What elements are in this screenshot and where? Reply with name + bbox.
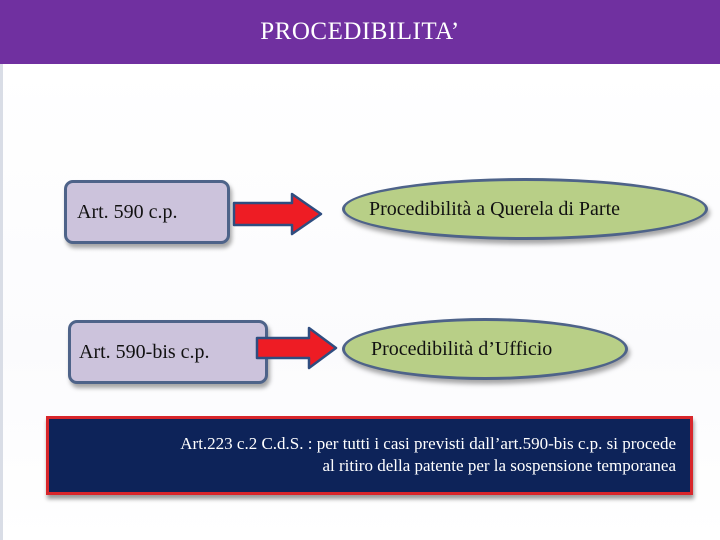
article-box-590-bis: Art. 590-bis c.p. bbox=[68, 320, 268, 384]
header-bar bbox=[0, 0, 720, 64]
note-line-1: Art.223 c.2 C.d.S. : per tutti i casi previsti dall’art.590-bis c.p. si procede bbox=[180, 434, 676, 453]
note-box bbox=[46, 416, 693, 495]
slide-title: PROCEDIBILITA’ bbox=[260, 18, 460, 45]
article-box-590: Art. 590 c.p. bbox=[64, 180, 230, 244]
right-arrow-icon bbox=[232, 192, 324, 236]
outcome-ellipse-ufficio: Procedibilità d’Ufficio bbox=[342, 318, 628, 380]
outcome-ellipse-querela: Procedibilità a Querela di Parte bbox=[342, 178, 708, 240]
note-line-2: al ritiro della patente per la sospensione temporanea bbox=[322, 456, 676, 475]
left-divider bbox=[0, 64, 3, 540]
right-arrow-icon bbox=[255, 326, 339, 370]
